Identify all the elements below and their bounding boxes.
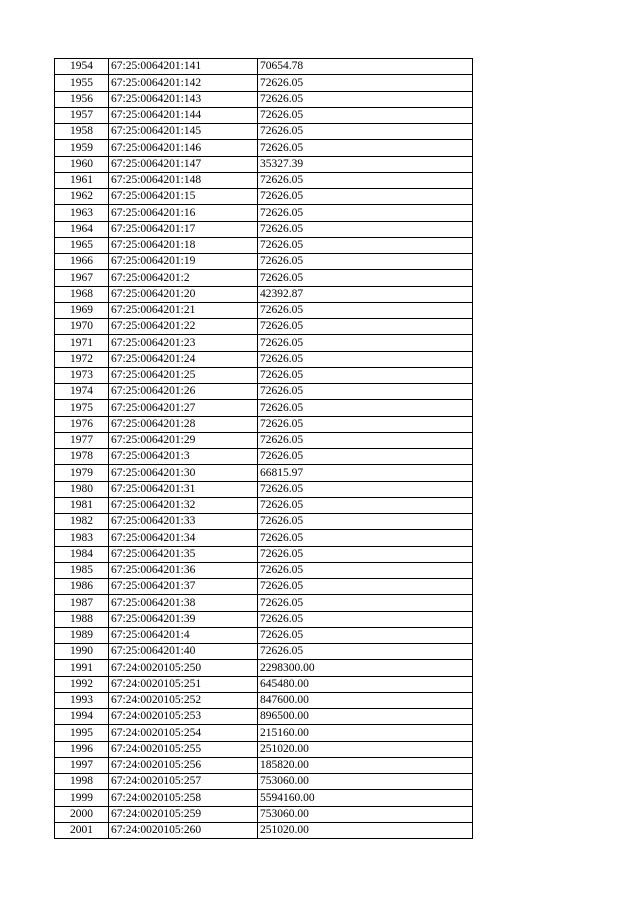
- cadastral-value-cell: 72626.05: [258, 546, 473, 562]
- cadastral-number-cell: 67:25:0064201:27: [109, 400, 258, 416]
- row-number-cell: 1987: [55, 595, 109, 611]
- cadastral-value-cell: 72626.05: [258, 384, 473, 400]
- cadastral-value-cell: 72626.05: [258, 449, 473, 465]
- cadastral-number-cell: 67:24:0020105:250: [109, 660, 258, 676]
- table-row: [55, 254, 473, 270]
- table-row: [55, 124, 473, 140]
- row-number-cell: 1981: [55, 497, 109, 513]
- table-row: [55, 75, 473, 91]
- cadastral-value-cell: 70654.78: [258, 59, 473, 75]
- table-row: [55, 416, 473, 432]
- cadastral-value-cell: 753060.00: [258, 806, 473, 822]
- row-number-cell: 1974: [55, 384, 109, 400]
- table-row: [55, 237, 473, 253]
- cadastral-value-cell: 72626.05: [258, 481, 473, 497]
- table-row: [55, 514, 473, 530]
- cadastral-number-cell: 67:25:0064201:26: [109, 384, 258, 400]
- cadastral-number-cell: 67:25:0064201:22: [109, 319, 258, 335]
- table-row: [55, 562, 473, 578]
- cadastral-value-table: [54, 58, 473, 839]
- cadastral-number-cell: 67:25:0064201:147: [109, 156, 258, 172]
- row-number-cell: 1976: [55, 416, 109, 432]
- cadastral-number-cell: 67:25:0064201:143: [109, 91, 258, 107]
- table-row: [55, 774, 473, 790]
- cadastral-value-cell: 72626.05: [258, 91, 473, 107]
- cadastral-value-cell: 72626.05: [258, 514, 473, 530]
- cadastral-number-cell: 67:25:0064201:142: [109, 75, 258, 91]
- cadastral-value-cell: 72626.05: [258, 237, 473, 253]
- cadastral-number-cell: 67:25:0064201:32: [109, 497, 258, 513]
- cadastral-value-cell: 72626.05: [258, 627, 473, 643]
- table-row: [55, 595, 473, 611]
- row-number-cell: 1967: [55, 270, 109, 286]
- row-number-cell: 1963: [55, 205, 109, 221]
- cadastral-value-cell: 72626.05: [258, 416, 473, 432]
- cadastral-value-cell: 66815.97: [258, 465, 473, 481]
- cadastral-number-cell: 67:25:0064201:3: [109, 449, 258, 465]
- row-number-cell: 1955: [55, 75, 109, 91]
- cadastral-number-cell: 67:25:0064201:21: [109, 302, 258, 318]
- cadastral-number-cell: 67:24:0020105:258: [109, 790, 258, 806]
- cadastral-number-cell: 67:25:0064201:24: [109, 351, 258, 367]
- table-row: [55, 172, 473, 188]
- row-number-cell: 1964: [55, 221, 109, 237]
- table-row: [55, 481, 473, 497]
- cadastral-value-cell: 72626.05: [258, 254, 473, 270]
- table-row: [55, 611, 473, 627]
- cadastral-number-cell: 67:25:0064201:144: [109, 107, 258, 123]
- cadastral-number-cell: 67:25:0064201:30: [109, 465, 258, 481]
- row-number-cell: 1982: [55, 514, 109, 530]
- cadastral-number-cell: 67:25:0064201:4: [109, 627, 258, 643]
- row-number-cell: 1990: [55, 644, 109, 660]
- table-row: [55, 189, 473, 205]
- table-row: [55, 302, 473, 318]
- cadastral-number-cell: 67:25:0064201:33: [109, 514, 258, 530]
- row-number-cell: 1989: [55, 627, 109, 643]
- row-number-cell: 1997: [55, 757, 109, 773]
- cadastral-number-cell: 67:25:0064201:2: [109, 270, 258, 286]
- cadastral-number-cell: 67:25:0064201:39: [109, 611, 258, 627]
- table-row: [55, 530, 473, 546]
- row-number-cell: 1998: [55, 774, 109, 790]
- table-row: [55, 59, 473, 75]
- row-number-cell: 1985: [55, 562, 109, 578]
- cadastral-value-cell: 72626.05: [258, 189, 473, 205]
- row-number-cell: 1978: [55, 449, 109, 465]
- table-row: [55, 156, 473, 172]
- cadastral-value-cell: 72626.05: [258, 562, 473, 578]
- table-row: [55, 822, 473, 838]
- table-row: [55, 140, 473, 156]
- cadastral-value-cell: 35327.39: [258, 156, 473, 172]
- table-row: [55, 432, 473, 448]
- row-number-cell: 1993: [55, 692, 109, 708]
- cadastral-number-cell: 67:25:0064201:145: [109, 124, 258, 140]
- cadastral-value-cell: 72626.05: [258, 221, 473, 237]
- cadastral-value-cell: 896500.00: [258, 709, 473, 725]
- row-number-cell: 1971: [55, 335, 109, 351]
- cadastral-value-cell: 72626.05: [258, 644, 473, 660]
- cadastral-number-cell: 67:25:0064201:25: [109, 367, 258, 383]
- table-row: [55, 579, 473, 595]
- table-row: [55, 757, 473, 773]
- cadastral-value-cell: 72626.05: [258, 611, 473, 627]
- table-row: [55, 221, 473, 237]
- row-number-cell: 1961: [55, 172, 109, 188]
- row-number-cell: 1983: [55, 530, 109, 546]
- cadastral-number-cell: 67:24:0020105:251: [109, 676, 258, 692]
- cadastral-number-cell: 67:24:0020105:254: [109, 725, 258, 741]
- row-number-cell: 1986: [55, 579, 109, 595]
- cadastral-value-cell: 72626.05: [258, 367, 473, 383]
- cadastral-number-cell: 67:25:0064201:40: [109, 644, 258, 660]
- cadastral-number-cell: 67:24:0020105:260: [109, 822, 258, 838]
- cadastral-value-cell: 2298300.00: [258, 660, 473, 676]
- row-number-cell: 2000: [55, 806, 109, 822]
- row-number-cell: 1988: [55, 611, 109, 627]
- row-number-cell: 1996: [55, 741, 109, 757]
- table-row: [55, 107, 473, 123]
- cadastral-value-cell: 72626.05: [258, 319, 473, 335]
- table-row: [55, 676, 473, 692]
- cadastral-value-cell: 72626.05: [258, 497, 473, 513]
- row-number-cell: 1977: [55, 432, 109, 448]
- cadastral-number-cell: 67:25:0064201:15: [109, 189, 258, 205]
- row-number-cell: 1972: [55, 351, 109, 367]
- row-number-cell: 1975: [55, 400, 109, 416]
- cadastral-value-cell: 72626.05: [258, 302, 473, 318]
- cadastral-number-cell: 67:25:0064201:38: [109, 595, 258, 611]
- row-number-cell: 1962: [55, 189, 109, 205]
- row-number-cell: 1965: [55, 237, 109, 253]
- table-row: [55, 627, 473, 643]
- cadastral-number-cell: 67:25:0064201:34: [109, 530, 258, 546]
- cadastral-value-cell: 847600.00: [258, 692, 473, 708]
- table-row: [55, 660, 473, 676]
- row-number-cell: 1966: [55, 254, 109, 270]
- row-number-cell: 1958: [55, 124, 109, 140]
- cadastral-value-cell: 72626.05: [258, 351, 473, 367]
- cadastral-number-cell: 67:24:0020105:252: [109, 692, 258, 708]
- row-number-cell: 1959: [55, 140, 109, 156]
- table-row: [55, 546, 473, 562]
- row-number-cell: 1980: [55, 481, 109, 497]
- cadastral-number-cell: 67:24:0020105:256: [109, 757, 258, 773]
- cadastral-number-cell: 67:25:0064201:28: [109, 416, 258, 432]
- table-row: [55, 400, 473, 416]
- table-row: [55, 319, 473, 335]
- row-number-cell: 1973: [55, 367, 109, 383]
- cadastral-number-cell: 67:25:0064201:146: [109, 140, 258, 156]
- cadastral-value-cell: 72626.05: [258, 270, 473, 286]
- table-row: [55, 351, 473, 367]
- cadastral-number-cell: 67:25:0064201:141: [109, 59, 258, 75]
- row-number-cell: 1954: [55, 59, 109, 75]
- cadastral-number-cell: 67:25:0064201:16: [109, 205, 258, 221]
- table-row: [55, 692, 473, 708]
- table-row: [55, 205, 473, 221]
- row-number-cell: 1969: [55, 302, 109, 318]
- cadastral-value-cell: 72626.05: [258, 172, 473, 188]
- cadastral-number-cell: 67:25:0064201:18: [109, 237, 258, 253]
- cadastral-value-cell: 72626.05: [258, 124, 473, 140]
- row-number-cell: 1991: [55, 660, 109, 676]
- cadastral-value-cell: 72626.05: [258, 335, 473, 351]
- table-row: [55, 91, 473, 107]
- cadastral-value-cell: 251020.00: [258, 741, 473, 757]
- row-number-cell: 2001: [55, 822, 109, 838]
- cadastral-value-cell: 5594160.00: [258, 790, 473, 806]
- cadastral-number-cell: 67:25:0064201:29: [109, 432, 258, 448]
- cadastral-number-cell: 67:25:0064201:35: [109, 546, 258, 562]
- table-row: [55, 286, 473, 302]
- row-number-cell: 1984: [55, 546, 109, 562]
- cadastral-value-cell: 215160.00: [258, 725, 473, 741]
- table-row: [55, 270, 473, 286]
- cadastral-number-cell: 67:24:0020105:255: [109, 741, 258, 757]
- cadastral-value-cell: 185820.00: [258, 757, 473, 773]
- row-number-cell: 1970: [55, 319, 109, 335]
- row-number-cell: 1994: [55, 709, 109, 725]
- cadastral-value-cell: 72626.05: [258, 579, 473, 595]
- cadastral-value-cell: 645480.00: [258, 676, 473, 692]
- cadastral-value-cell: 72626.05: [258, 107, 473, 123]
- cadastral-value-cell: 72626.05: [258, 140, 473, 156]
- cadastral-value-cell: 72626.05: [258, 530, 473, 546]
- table-body: [55, 59, 473, 839]
- cadastral-value-cell: 72626.05: [258, 400, 473, 416]
- cadastral-number-cell: 67:25:0064201:31: [109, 481, 258, 497]
- cadastral-number-cell: 67:24:0020105:253: [109, 709, 258, 725]
- cadastral-value-cell: 753060.00: [258, 774, 473, 790]
- cadastral-number-cell: 67:24:0020105:259: [109, 806, 258, 822]
- table-row: [55, 806, 473, 822]
- table-row: [55, 335, 473, 351]
- table-row: [55, 709, 473, 725]
- row-number-cell: 1957: [55, 107, 109, 123]
- table-row: [55, 725, 473, 741]
- table-row: [55, 367, 473, 383]
- row-number-cell: 1960: [55, 156, 109, 172]
- cadastral-value-cell: 72626.05: [258, 432, 473, 448]
- row-number-cell: 1992: [55, 676, 109, 692]
- row-number-cell: 1995: [55, 725, 109, 741]
- cadastral-value-cell: 72626.05: [258, 205, 473, 221]
- table-row: [55, 465, 473, 481]
- cadastral-number-cell: 67:25:0064201:37: [109, 579, 258, 595]
- cadastral-number-cell: 67:25:0064201:148: [109, 172, 258, 188]
- cadastral-value-cell: 42392.87: [258, 286, 473, 302]
- row-number-cell: 1968: [55, 286, 109, 302]
- cadastral-number-cell: 67:25:0064201:17: [109, 221, 258, 237]
- cadastral-number-cell: 67:25:0064201:19: [109, 254, 258, 270]
- cadastral-number-cell: 67:25:0064201:20: [109, 286, 258, 302]
- row-number-cell: 1956: [55, 91, 109, 107]
- cadastral-number-cell: 67:25:0064201:23: [109, 335, 258, 351]
- table-row: [55, 384, 473, 400]
- cadastral-number-cell: 67:24:0020105:257: [109, 774, 258, 790]
- cadastral-value-cell: 72626.05: [258, 595, 473, 611]
- row-number-cell: 1999: [55, 790, 109, 806]
- table-row: [55, 449, 473, 465]
- row-number-cell: 1979: [55, 465, 109, 481]
- table-row: [55, 497, 473, 513]
- cadastral-value-cell: 251020.00: [258, 822, 473, 838]
- table-row: [55, 790, 473, 806]
- table-row: [55, 644, 473, 660]
- table-row: [55, 741, 473, 757]
- cadastral-number-cell: 67:25:0064201:36: [109, 562, 258, 578]
- cadastral-value-cell: 72626.05: [258, 75, 473, 91]
